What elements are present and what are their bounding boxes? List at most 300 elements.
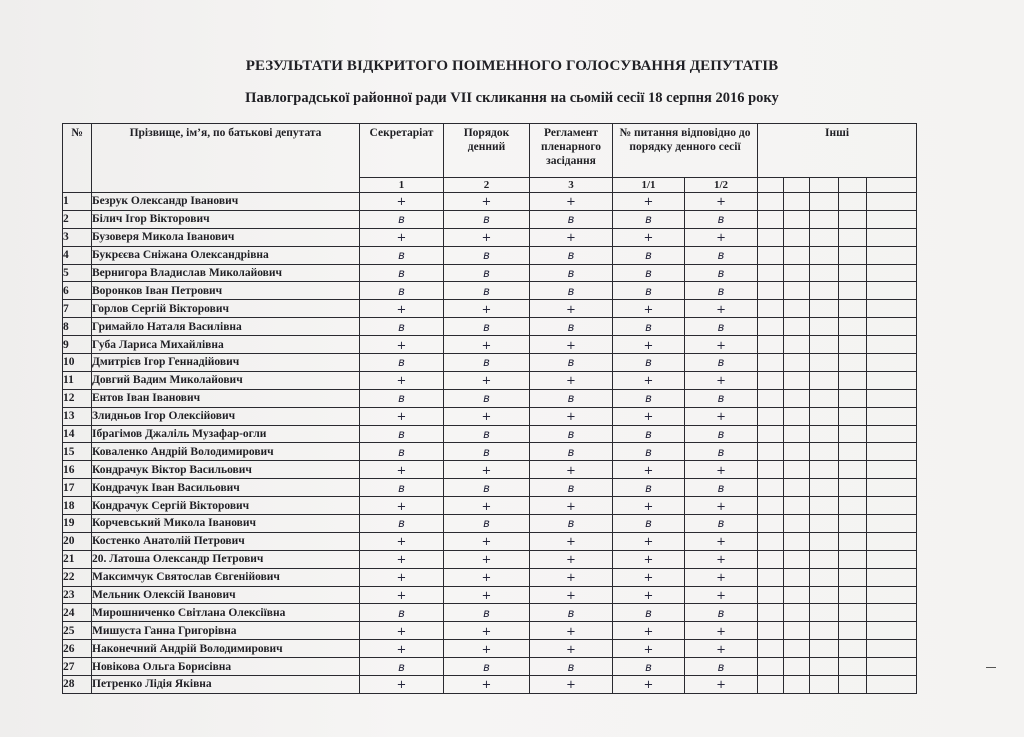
other-cell — [784, 407, 810, 425]
vote-mark: в — [444, 210, 530, 228]
other-cell — [784, 497, 810, 515]
deputy-name: Вернигора Владислав Миколайович — [92, 264, 360, 282]
vote-mark: + — [360, 497, 444, 515]
row-number: 1 — [63, 193, 92, 211]
table-row — [63, 336, 917, 354]
other-cell — [867, 354, 917, 372]
vote-mark: в — [613, 515, 685, 533]
deputy-name: Білич Ігор Вікторович — [92, 210, 360, 228]
other-cell — [867, 497, 917, 515]
vote-mark: в — [360, 354, 444, 372]
other-cell — [839, 210, 867, 228]
other-cell — [810, 640, 839, 658]
vote-mark: в — [613, 282, 685, 300]
table-row — [63, 193, 917, 211]
row-number: 27 — [63, 658, 92, 676]
vote-mark: в — [360, 264, 444, 282]
vote-mark: + — [685, 532, 758, 550]
subheader-other-4 — [839, 178, 867, 193]
other-cell — [810, 443, 839, 461]
table-header-row — [63, 124, 917, 178]
vote-mark: + — [530, 532, 613, 550]
other-cell — [810, 658, 839, 676]
other-cell — [784, 282, 810, 300]
deputy-name: Бузоверя Микола Іванович — [92, 228, 360, 246]
vote-mark: в — [613, 389, 685, 407]
other-cell — [784, 479, 810, 497]
other-cell — [867, 318, 917, 336]
vote-mark: в — [613, 425, 685, 443]
voting-table — [62, 123, 917, 694]
vote-mark: в — [360, 389, 444, 407]
vote-mark: + — [530, 622, 613, 640]
deputy-name: Гримайло Наталя Василівна — [92, 318, 360, 336]
other-cell — [839, 497, 867, 515]
other-cell — [758, 586, 784, 604]
other-cell — [758, 622, 784, 640]
row-number: 21 — [63, 550, 92, 568]
vote-mark: в — [444, 515, 530, 533]
vote-mark: в — [360, 246, 444, 264]
table-row — [63, 497, 917, 515]
other-cell — [810, 676, 839, 694]
table-row — [63, 407, 917, 425]
other-cell — [784, 461, 810, 479]
other-cell — [784, 568, 810, 586]
header-name: Прізвище, ім’я, по батькові депутата — [92, 124, 360, 193]
other-cell — [867, 461, 917, 479]
vote-mark: + — [444, 550, 530, 568]
table-row — [63, 318, 917, 336]
other-cell — [839, 640, 867, 658]
other-cell — [810, 336, 839, 354]
vote-mark: в — [685, 389, 758, 407]
vote-mark: в — [685, 210, 758, 228]
vote-mark: в — [685, 425, 758, 443]
table-row — [63, 282, 917, 300]
table-row — [63, 389, 917, 407]
row-number: 26 — [63, 640, 92, 658]
other-cell — [810, 371, 839, 389]
vote-mark: + — [530, 497, 613, 515]
vote-mark: + — [530, 193, 613, 211]
other-cell — [839, 568, 867, 586]
other-cell — [810, 604, 839, 622]
vote-mark: + — [530, 568, 613, 586]
other-cell — [867, 443, 917, 461]
other-cell — [758, 282, 784, 300]
other-cell — [758, 336, 784, 354]
deputy-name: Кондрачук Сергій Вікторович — [92, 497, 360, 515]
other-cell — [758, 300, 784, 318]
header-agenda: Порядок денний — [444, 124, 530, 178]
row-number: 28 — [63, 676, 92, 694]
vote-mark: в — [685, 246, 758, 264]
other-cell — [784, 443, 810, 461]
other-cell — [758, 264, 784, 282]
other-cell — [839, 228, 867, 246]
table-row — [63, 515, 917, 533]
other-cell — [810, 318, 839, 336]
vote-mark: + — [613, 586, 685, 604]
table-body — [63, 193, 917, 694]
other-cell — [758, 407, 784, 425]
other-cell — [784, 228, 810, 246]
page-title: РЕЗУЛЬТАТИ ВІДКРИТОГО ПОІМЕННОГО ГОЛОСУВАННЯ ДЕПУТАТІВ — [245, 58, 779, 74]
vote-mark: + — [360, 371, 444, 389]
vote-mark: в — [685, 515, 758, 533]
vote-mark: в — [360, 658, 444, 676]
other-cell — [810, 193, 839, 211]
vote-mark: + — [530, 300, 613, 318]
vote-mark: + — [444, 676, 530, 694]
subheader-1-2: 1/2 — [685, 178, 758, 193]
vote-mark: в — [530, 318, 613, 336]
other-cell — [839, 676, 867, 694]
other-cell — [839, 354, 867, 372]
vote-mark: + — [613, 497, 685, 515]
vote-mark: + — [613, 622, 685, 640]
other-cell — [758, 640, 784, 658]
other-cell — [839, 550, 867, 568]
vote-mark: в — [444, 246, 530, 264]
vote-mark: + — [685, 461, 758, 479]
vote-mark: в — [444, 425, 530, 443]
vote-mark: + — [530, 461, 613, 479]
vote-mark: в — [530, 246, 613, 264]
vote-mark: + — [613, 640, 685, 658]
vote-mark: + — [444, 497, 530, 515]
table-row — [63, 532, 917, 550]
row-number: 3 — [63, 228, 92, 246]
deputy-name: Довгий Вадим Миколайович — [92, 371, 360, 389]
vote-mark: + — [685, 568, 758, 586]
other-cell — [784, 193, 810, 211]
vote-mark: в — [530, 443, 613, 461]
vote-mark: + — [613, 568, 685, 586]
other-cell — [867, 407, 917, 425]
vote-mark: + — [444, 371, 530, 389]
row-number: 25 — [63, 622, 92, 640]
deputy-name: 20. Латоша Олександр Петрович — [92, 550, 360, 568]
other-cell — [867, 193, 917, 211]
deputy-name: Губа Лариса Михайлівна — [92, 336, 360, 354]
other-cell — [810, 264, 839, 282]
vote-mark: в — [444, 318, 530, 336]
vote-mark: + — [444, 586, 530, 604]
vote-mark: + — [444, 622, 530, 640]
row-number: 14 — [63, 425, 92, 443]
table-row — [63, 264, 917, 282]
vote-mark: в — [685, 264, 758, 282]
vote-mark: в — [685, 443, 758, 461]
other-cell — [867, 586, 917, 604]
other-cell — [839, 425, 867, 443]
deputy-name: Мельник Олексій Іванович — [92, 586, 360, 604]
other-cell — [758, 354, 784, 372]
row-number: 10 — [63, 354, 92, 372]
other-cell — [784, 532, 810, 550]
deputy-name: Корчевський Микола Іванович — [92, 515, 360, 533]
other-cell — [758, 193, 784, 211]
header-regulations: Регламент пленарного засідання — [530, 124, 613, 178]
other-cell — [758, 371, 784, 389]
other-cell — [867, 532, 917, 550]
deputy-name: Максимчук Святослав Євгенійович — [92, 568, 360, 586]
vote-mark: + — [530, 336, 613, 354]
other-cell — [867, 568, 917, 586]
other-cell — [758, 604, 784, 622]
other-cell — [784, 354, 810, 372]
other-cell — [758, 461, 784, 479]
row-number: 13 — [63, 407, 92, 425]
vote-mark: в — [530, 604, 613, 622]
other-cell — [758, 228, 784, 246]
row-number: 15 — [63, 443, 92, 461]
vote-mark: + — [530, 640, 613, 658]
other-cell — [758, 658, 784, 676]
row-number: 17 — [63, 479, 92, 497]
table-row — [63, 568, 917, 586]
vote-mark: + — [530, 586, 613, 604]
other-cell — [810, 568, 839, 586]
header-secretariat: Секретаріат — [360, 124, 444, 178]
vote-mark: + — [360, 407, 444, 425]
vote-mark: в — [360, 515, 444, 533]
other-cell — [758, 497, 784, 515]
other-cell — [867, 515, 917, 533]
table-row — [63, 425, 917, 443]
other-cell — [810, 532, 839, 550]
other-cell — [867, 479, 917, 497]
subheader-2: 2 — [444, 178, 530, 193]
vote-mark: + — [613, 300, 685, 318]
other-cell — [810, 479, 839, 497]
deputy-name: Коваленко Андрій Володимирович — [92, 443, 360, 461]
other-cell — [839, 336, 867, 354]
vote-mark: + — [360, 550, 444, 568]
margin-mark — [986, 667, 996, 668]
other-cell — [758, 550, 784, 568]
table-row — [63, 300, 917, 318]
deputy-name: Кондрачук Віктор Васильович — [92, 461, 360, 479]
row-number: 6 — [63, 282, 92, 300]
vote-mark: в — [685, 318, 758, 336]
subheader-other-2 — [784, 178, 810, 193]
other-cell — [758, 425, 784, 443]
vote-mark: в — [613, 443, 685, 461]
vote-mark: + — [613, 371, 685, 389]
row-number: 12 — [63, 389, 92, 407]
vote-mark: в — [613, 354, 685, 372]
vote-mark: + — [444, 336, 530, 354]
vote-mark: в — [530, 515, 613, 533]
deputy-name: Безрук Олександр Іванович — [92, 193, 360, 211]
deputy-name: Ібрагімов Джаліль Музафар-огли — [92, 425, 360, 443]
other-cell — [784, 210, 810, 228]
other-cell — [839, 318, 867, 336]
vote-mark: + — [444, 228, 530, 246]
table-row — [63, 658, 917, 676]
header-agenda-items: № питання відповідно до порядку денного сесії — [613, 124, 758, 178]
other-cell — [867, 640, 917, 658]
other-cell — [867, 371, 917, 389]
other-cell — [839, 622, 867, 640]
vote-mark: в — [444, 658, 530, 676]
vote-mark: + — [613, 228, 685, 246]
table-row — [63, 210, 917, 228]
row-number: 24 — [63, 604, 92, 622]
vote-mark: в — [360, 443, 444, 461]
table-row — [63, 622, 917, 640]
vote-mark: + — [613, 193, 685, 211]
other-cell — [867, 550, 917, 568]
vote-mark: + — [360, 586, 444, 604]
vote-mark: + — [444, 407, 530, 425]
other-cell — [784, 676, 810, 694]
row-number: 8 — [63, 318, 92, 336]
header-other: Інші — [758, 124, 917, 178]
row-number: 11 — [63, 371, 92, 389]
vote-mark: в — [613, 318, 685, 336]
vote-mark: в — [530, 282, 613, 300]
row-number: 9 — [63, 336, 92, 354]
other-cell — [758, 246, 784, 264]
vote-mark: + — [444, 300, 530, 318]
other-cell — [867, 658, 917, 676]
other-cell — [784, 371, 810, 389]
vote-mark: + — [685, 497, 758, 515]
other-cell — [839, 300, 867, 318]
other-cell — [784, 550, 810, 568]
deputy-name: Петренко Лідія Яківна — [92, 676, 360, 694]
other-cell — [839, 389, 867, 407]
row-number: 7 — [63, 300, 92, 318]
subheader-other-1 — [758, 178, 784, 193]
vote-mark: + — [613, 676, 685, 694]
other-cell — [839, 658, 867, 676]
other-cell — [758, 532, 784, 550]
table-row — [63, 354, 917, 372]
other-cell — [758, 515, 784, 533]
table-row — [63, 443, 917, 461]
vote-mark: + — [613, 461, 685, 479]
other-cell — [784, 586, 810, 604]
other-cell — [810, 586, 839, 604]
row-number: 20 — [63, 532, 92, 550]
other-cell — [867, 425, 917, 443]
other-cell — [758, 676, 784, 694]
subheader-3: 3 — [530, 178, 613, 193]
deputy-name: Кондрачук Іван Васильович — [92, 479, 360, 497]
vote-mark: + — [685, 622, 758, 640]
other-cell — [839, 193, 867, 211]
row-number: 23 — [63, 586, 92, 604]
other-cell — [810, 461, 839, 479]
vote-mark: + — [360, 336, 444, 354]
table-row — [63, 228, 917, 246]
table-row — [63, 604, 917, 622]
vote-mark: в — [613, 210, 685, 228]
other-cell — [867, 264, 917, 282]
other-cell — [839, 282, 867, 300]
other-cell — [867, 210, 917, 228]
other-cell — [867, 228, 917, 246]
deputy-name: Ентов Іван Іванович — [92, 389, 360, 407]
deputy-name: Мишуста Ганна Григорівна — [92, 622, 360, 640]
other-cell — [784, 318, 810, 336]
other-cell — [867, 389, 917, 407]
vote-mark: + — [530, 228, 613, 246]
other-cell — [810, 407, 839, 425]
table-row — [63, 676, 917, 694]
vote-mark: в — [360, 282, 444, 300]
subheader-other-5 — [867, 178, 917, 193]
vote-mark: + — [530, 550, 613, 568]
vote-mark: в — [444, 389, 530, 407]
row-number: 2 — [63, 210, 92, 228]
other-cell — [810, 210, 839, 228]
other-cell — [839, 407, 867, 425]
deputy-name: Воронков Іван Петрович — [92, 282, 360, 300]
vote-mark: в — [613, 264, 685, 282]
other-cell — [810, 622, 839, 640]
row-number: 22 — [63, 568, 92, 586]
other-cell — [758, 210, 784, 228]
vote-mark: в — [360, 318, 444, 336]
subheader-other-3 — [810, 178, 839, 193]
vote-mark: + — [444, 568, 530, 586]
vote-mark: + — [685, 336, 758, 354]
vote-mark: в — [444, 264, 530, 282]
vote-mark: в — [530, 479, 613, 497]
vote-mark: в — [530, 264, 613, 282]
vote-mark: в — [360, 210, 444, 228]
vote-mark: в — [530, 354, 613, 372]
vote-mark: + — [360, 300, 444, 318]
deputy-name: Горлов Сергій Вікторович — [92, 300, 360, 318]
vote-mark: в — [530, 425, 613, 443]
other-cell — [867, 604, 917, 622]
vote-mark: в — [444, 443, 530, 461]
other-cell — [784, 604, 810, 622]
vote-mark: + — [685, 407, 758, 425]
other-cell — [810, 497, 839, 515]
other-cell — [784, 425, 810, 443]
vote-mark: в — [685, 479, 758, 497]
other-cell — [758, 389, 784, 407]
vote-mark: в — [444, 282, 530, 300]
vote-mark: + — [444, 461, 530, 479]
vote-mark: + — [360, 532, 444, 550]
deputy-name: Новікова Ольга Борисівна — [92, 658, 360, 676]
other-cell — [867, 246, 917, 264]
other-cell — [839, 443, 867, 461]
vote-mark: + — [685, 371, 758, 389]
vote-mark: в — [530, 389, 613, 407]
deputy-name: Букрєєва Сніжана Олександрівна — [92, 246, 360, 264]
vote-mark: + — [360, 676, 444, 694]
vote-mark: в — [613, 658, 685, 676]
vote-mark: + — [685, 228, 758, 246]
other-cell — [839, 461, 867, 479]
vote-mark: + — [360, 568, 444, 586]
table-row — [63, 461, 917, 479]
other-cell — [839, 264, 867, 282]
vote-mark: + — [685, 550, 758, 568]
other-cell — [867, 282, 917, 300]
other-cell — [810, 515, 839, 533]
